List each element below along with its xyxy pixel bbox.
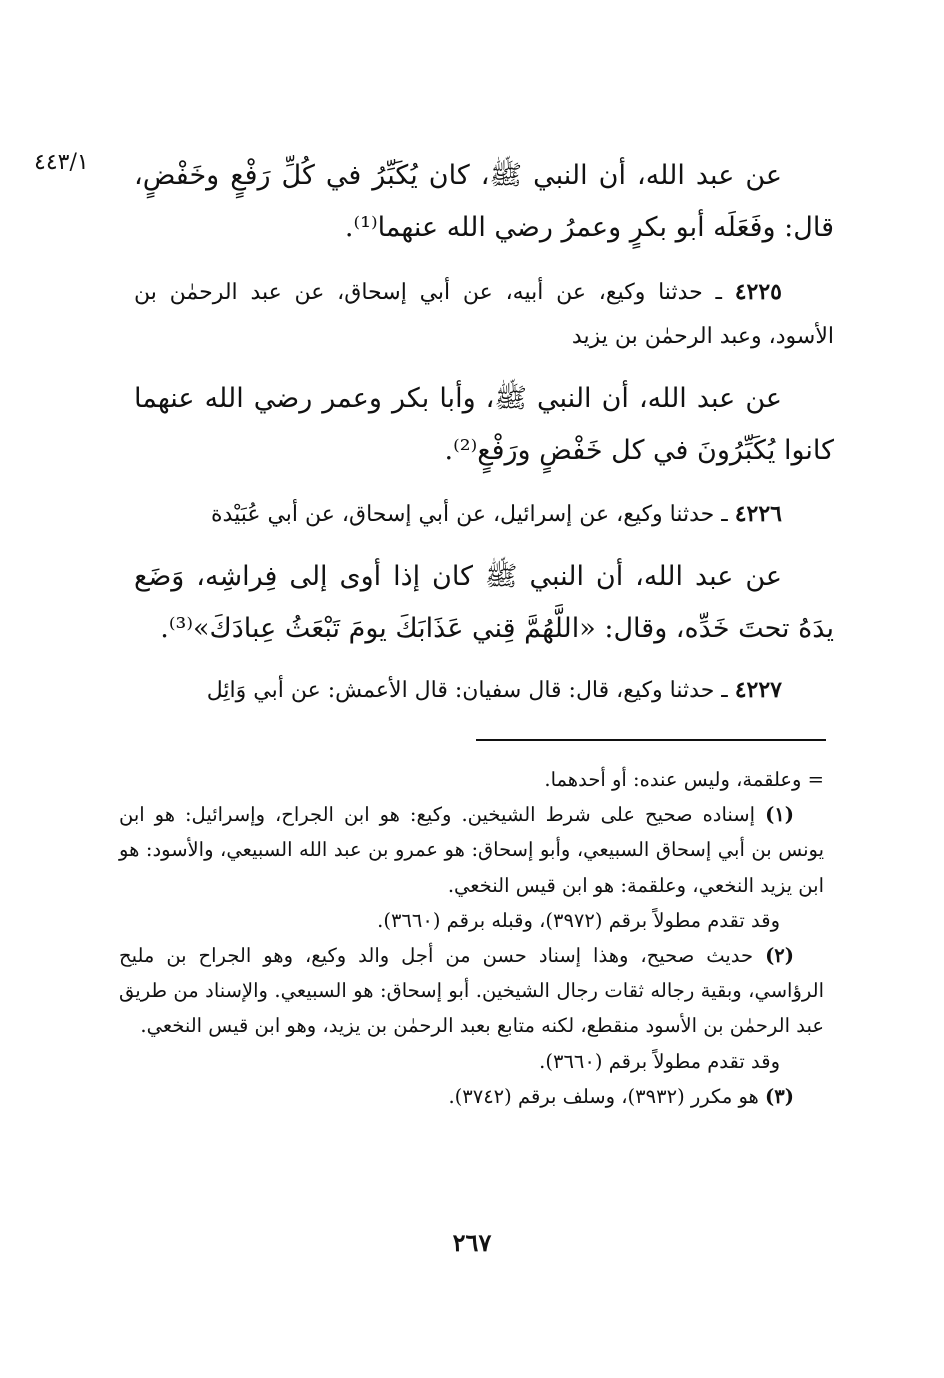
- hadith-paragraph: عن عبد الله، أن النبي ﷺ كان إذا أوى إلى فِراشِه، وَضَع يدَهُ تحتَ خَدِّه، وقال: «اللَّهُمَّ قِني عَذَابَكَ يومَ تَبْعَثُ عِبادَكَ»⁽³⁾.: [134, 561, 834, 644]
- footnote-2-reference: وقد تقدم مطولاً برقم (٣٦٦٠).: [539, 1049, 780, 1073]
- footnote-1-reference: وقد تقدم مطولاً برقم (٣٩٧٢)، وقبله برقم (٣٦٦٠).: [377, 908, 780, 932]
- hadith-text-1: [134, 150, 834, 254]
- isnad-text: ـ حدثنا وكيع، عن إسرائيل، عن أبي إسحاق، عن أبي عُبَيْدة: [211, 502, 728, 527]
- footnote-number: (٣): [765, 1084, 794, 1108]
- isnad-text: ـ حدثنا وكيع، قال: قال سفيان: قال الأعمش: عن أبي وَائِل: [206, 678, 728, 703]
- isnad-4227: [134, 668, 834, 713]
- hadith-number: ٤٢٢٧: [734, 677, 782, 703]
- footnote-separator: [476, 739, 826, 741]
- isnad-paragraph: [134, 492, 834, 537]
- margin-reference: ٤٤٣/١: [34, 150, 89, 175]
- isnad-paragraph: [134, 668, 834, 713]
- isnad-4225: [134, 270, 834, 359]
- footnotes: [119, 762, 824, 1114]
- hadith-text-2: [134, 373, 834, 477]
- footnote-continuation: = وعلقمة، وليس عنده: أو أحدهما.: [544, 768, 824, 791]
- footnote-text: حديث صحيح، وهذا إسناد حسن من أجل والد وكيع، وهو الجراح بن مليح الرؤاسي، وبقية رجاله ثقات رجال الشيخين. أبو إسحاق: هو السبيعي. والإسناد من طريق عبد الرحمٰن بن الأسود منقطع، لكنه متابع بعبد الرحمٰن بن يزيد، وهو ابن قيس النخعي.: [119, 944, 824, 1038]
- isnad-text: ـ حدثنا وكيع، عن أبيه، عن أبي إسحاق، عن عبد الرحمٰن بن الأسود، وعبد الرحمٰن بن يزيد: [134, 280, 834, 349]
- footnote-2: [119, 938, 824, 1044]
- isnad-4226: [134, 492, 834, 537]
- hadith-text-3: [134, 551, 834, 655]
- footnote-number: (٢): [765, 944, 795, 968]
- footnote-text: هو مكرر (٣٩٣٢)، وسلف برقم (٣٧٤٢).: [448, 1084, 759, 1108]
- page-number: ٢٦٧: [452, 1228, 492, 1257]
- footnote-text: إسناده صحيح على شرط الشيخين. وكيع: هو ابن الجراح، وإسرائيل: هو ابن يونس بن أبي إسحاق السبيعي، وأبو إسحاق: هو عمرو بن عبد الله السبيعي، والأسود: هو ابن يزيد النخعي، وعلقمة: هو ابن قيس النخعي.: [119, 803, 824, 897]
- footnote-1: [119, 797, 824, 903]
- hadith-paragraph: عن عبد الله، أن النبي ﷺ، كان يُكَبِّرُ في كُلِّ رَفْعٍ وخَفْضٍ، قال: وفَعَلَه أبو بكرٍ وعمرُ رضي الله عنهما⁽¹⁾.: [134, 160, 834, 243]
- hadith-number: ٤٢٢٦: [734, 501, 782, 527]
- footnote-number: (١): [765, 803, 795, 827]
- hadith-number: ٤٢٢٥: [734, 279, 782, 305]
- footnote-3: [119, 1079, 824, 1114]
- hadith-paragraph: عن عبد الله، أن النبي ﷺ، وأبا بكر وعمر رضي الله عنهما كانوا يُكَبِّرُونَ في كل خَفْضٍ ورَفْعٍ⁽²⁾.: [134, 383, 834, 466]
- isnad-paragraph: [134, 270, 834, 359]
